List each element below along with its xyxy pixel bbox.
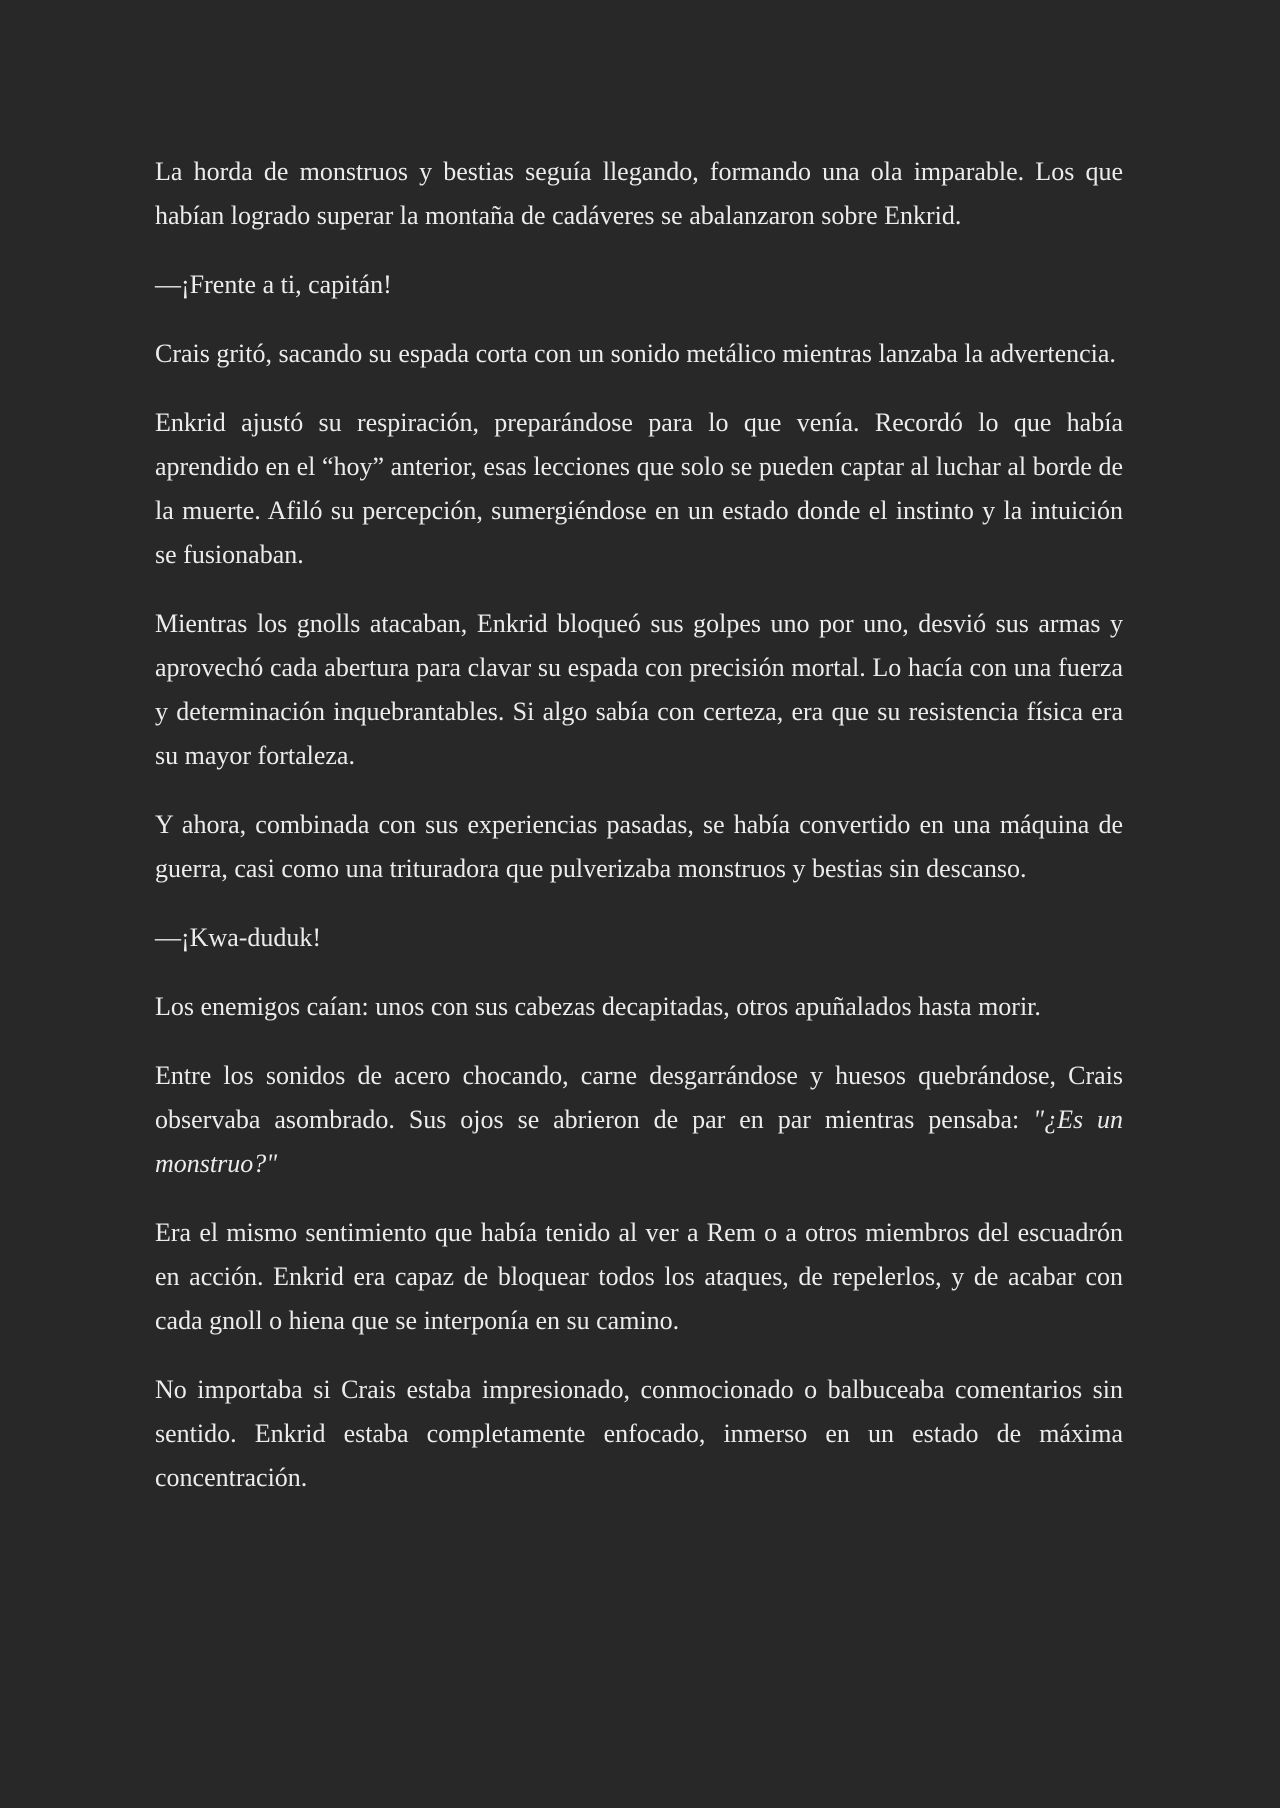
paragraph-9-narration: Entre los sonidos de acero chocando, carne desgarrándose y huesos quebrándose, Crais observaba asombrado. Sus ojos se abrieron de par en par mientras pensaba:: [155, 1061, 1123, 1134]
paragraph-7-dialogue: —¡Kwa-duduk!: [155, 923, 322, 952]
paragraph-9: [155, 1054, 1123, 1186]
paragraph-2-dialogue: —¡Frente a ti, capitán!: [155, 270, 392, 299]
paragraph-4: Enkrid ajustó su respiración, preparándose para lo que venía. Recordó lo que había aprendido en el “hoy” anterior, esas lecciones que solo se pueden captar al luchar al borde de la muerte. Afiló su percepción, sumergiéndose en un estado donde el instinto y la intuición se fusionaban.: [155, 408, 1123, 569]
paragraph-5: Mientras los gnolls atacaban, Enkrid bloqueó sus golpes uno por uno, desvió sus armas y aprovechó cada abertura para clavar su espada con precisión mortal. Lo hacía con una fuerza y determinación inquebrantables. Si algo sabía con certeza, era que su resistencia física era su mayor fortaleza.: [155, 609, 1123, 770]
paragraph-10: Era el mismo sentimiento que había tenido al ver a Rem o a otros miembros del escuadrón en acción. Enkrid era capaz de bloquear todos los ataques, de repelerlos, y de acabar con cada gnoll o hiena que se interponía en su camino.: [155, 1218, 1123, 1335]
paragraph-9-thought: "¿Es un monstruo?": [155, 1105, 1124, 1178]
paragraph-8: Los enemigos caían: unos con sus cabezas decapitadas, otros apuñalados hasta morir.: [155, 992, 1041, 1021]
paragraph-6: Y ahora, combinada con sus experiencias pasadas, se había convertido en una máquina de guerra, casi como una trituradora que pulverizaba monstruos y bestias sin descanso.: [155, 810, 1123, 883]
paragraph-11: No importaba si Crais estaba impresionado, conmocionado o balbuceaba comentarios sin sentido. Enkrid estaba completamente enfocado, inmerso en un estado de máxima concentración.: [155, 1375, 1123, 1492]
paragraph-3: Crais gritó, sacando su espada corta con un sonido metálico mientras lanzaba la advertencia.: [155, 339, 1116, 368]
chapter-text: [155, 150, 1123, 1525]
paragraph-1: La horda de monstruos y bestias seguía llegando, formando una ola imparable. Los que habían logrado superar la montaña de cadáveres se abalanzaron sobre Enkrid.: [155, 157, 1123, 230]
